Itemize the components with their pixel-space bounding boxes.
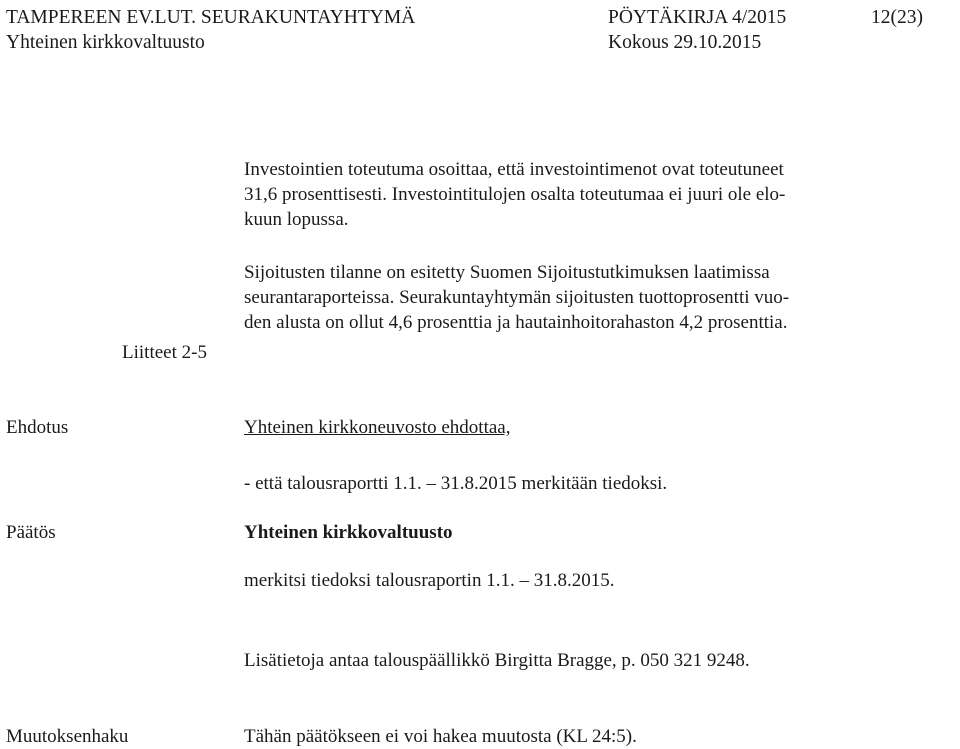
attachments-label: Liitteet 2-5 (122, 342, 207, 363)
decision-label: Päätös (6, 522, 56, 543)
header-meeting-date: Kokous 29.10.2015 (608, 32, 762, 53)
contact-info: Lisätietoja antaa talouspäällikkö Birgitta Bragge, p. 050 321 9248. (244, 650, 750, 671)
appeal-text: Tähän päätökseen ei voi hakea muutosta (KL 24:5). (244, 726, 637, 747)
text-line: Sijoitusten tilanne on esitetty Suomen Sijoitustutkimuksen laatimissa (244, 262, 770, 283)
header-page-number: 12(23) (871, 7, 923, 28)
text-line: kuun lopussa. (244, 209, 349, 230)
text-line: seurantaraporteissa. Seurakuntayhtymän sijoitusten tuottoprosentti vuo- (244, 287, 790, 308)
investments-paragraph (244, 157, 934, 232)
proposal-intro: Yhteinen kirkkoneuvosto ehdottaa, (244, 417, 511, 438)
proposal-item: - että talousraportti 1.1. – 31.8.2015 merkitään tiedoksi. (244, 473, 668, 494)
header-body-name: Yhteinen kirkkovaltuusto (6, 32, 205, 53)
header-org: TAMPEREEN EV.LUT. SEURAKUNTAYHTYMÄ (6, 7, 416, 28)
text-line: den alusta on ollut 4,6 prosenttia ja hautainhoitorahaston 4,2 prosenttia. (244, 312, 788, 333)
text-line: 31,6 prosenttisesti. Investointitulojen osalta toteutumaa ei juuri ole elo- (244, 184, 786, 205)
appeal-label: Muutoksenhaku (6, 726, 129, 747)
decision-text: merkitsi tiedoksi talousraportin 1.1. – 31.8.2015. (244, 570, 615, 591)
header-doc-number: PÖYTÄKIRJA 4/2015 (608, 7, 787, 28)
proposal-label: Ehdotus (6, 417, 69, 438)
text-line: Investointien toteutuma osoittaa, että investointimenot ovat toteutuneet (244, 159, 784, 180)
decision-body: Yhteinen kirkkovaltuusto (244, 522, 453, 543)
placements-paragraph (244, 260, 934, 335)
